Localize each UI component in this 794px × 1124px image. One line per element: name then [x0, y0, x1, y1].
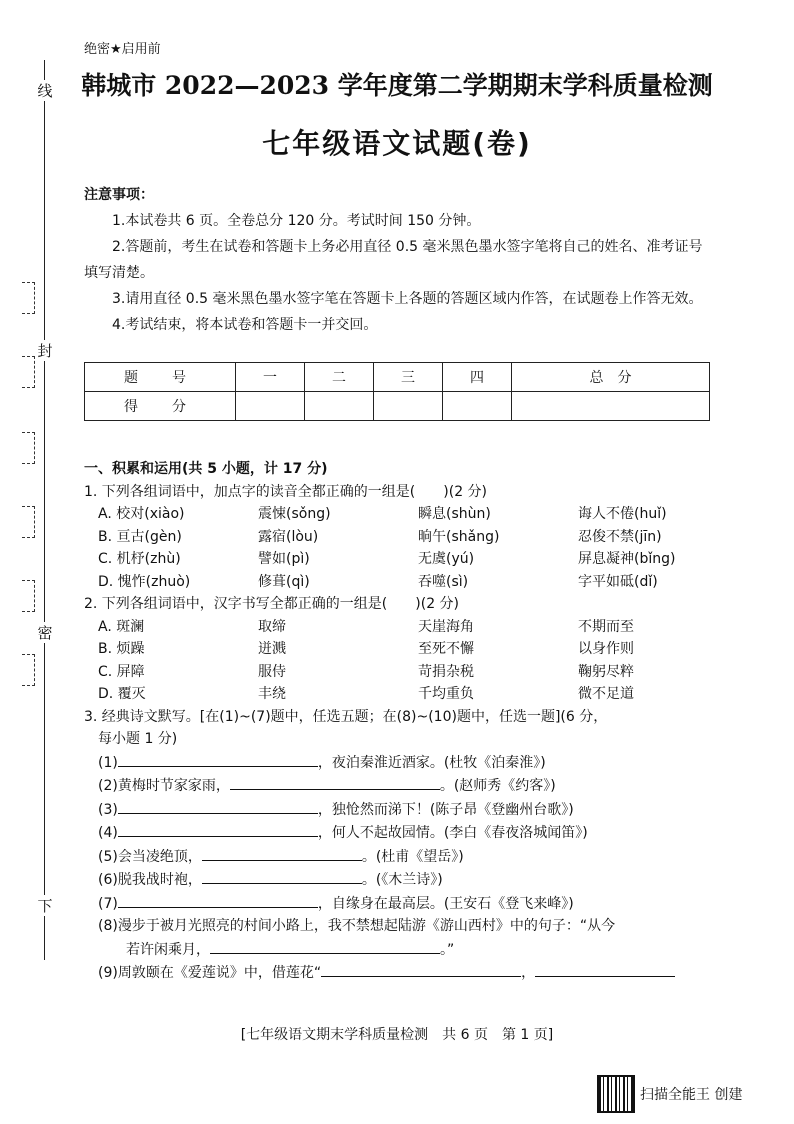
margin-char-feng: 封: [37, 342, 53, 360]
option-cell: C. 屏障: [98, 663, 145, 680]
option-cell: 诲人不倦(huǐ): [578, 506, 667, 522]
question-3-stem: 3. 经典诗文默写。[在(1)~(7)题中，任选五题；在(8)~(10)题中，任选一题](6 分，: [84, 708, 608, 725]
option-cell: 无虞(yú): [418, 551, 475, 567]
name-blank: [22, 282, 35, 314]
recitation-line-4: [98, 821, 724, 845]
option-cell: D. 覆灭: [98, 686, 146, 702]
recitation-line-5: [98, 845, 724, 869]
recitation-line-8-cont: [98, 938, 724, 962]
recitation-line-3: [98, 798, 724, 822]
score-input-cell: [374, 392, 443, 421]
option-cell: 鞠躬尽粹: [578, 663, 634, 680]
line-suffix: 。(杜甫《望岳》): [361, 848, 464, 865]
option-cell: 千均重负: [418, 686, 474, 702]
option-cell: 至死不懈: [418, 641, 474, 657]
score-table: [84, 362, 710, 421]
line-suffix: ，夜泊秦淮近酒家。(杜牧《泊秦淮》): [317, 754, 546, 771]
recitation-line-9: [98, 961, 724, 985]
binding-line: [44, 60, 45, 960]
line-separator: ，: [521, 965, 536, 981]
recitation-line-6: [98, 868, 724, 892]
option-cell: 微不足道: [578, 686, 634, 702]
option-cell: 苛捐杂税: [418, 663, 474, 680]
recitation-line-2: [98, 774, 724, 798]
answer-blank[interactable]: [118, 821, 318, 837]
score-cell: 一: [236, 363, 305, 392]
id-blank: [22, 506, 35, 538]
option-cell: B. 亘古(gèn): [98, 528, 182, 545]
line-suffix: 。(《木兰诗》): [361, 872, 443, 888]
question-2-stem: 2. 下列各组词语中，汉字书写全都正确的一组是( )(2 分): [84, 596, 460, 612]
option-cell: A. 斑澜: [98, 618, 145, 635]
option-cell: 迸溅: [258, 641, 286, 657]
room-blank: [22, 654, 35, 686]
option-cell: 晌午(shǎng): [418, 528, 500, 545]
instruction-item: 4.考试结束，将本试卷和答题卡一并交回。: [112, 317, 378, 333]
score-table-score-row: [85, 392, 710, 421]
line-suffix: ，何人不起故园情。(李白《春夜洛城闻笛》): [317, 825, 588, 841]
margin-char-xian: 线: [37, 82, 53, 100]
answer-blank[interactable]: [210, 938, 440, 954]
score-cell: 三: [374, 363, 443, 392]
score-table-header-row: [85, 363, 710, 392]
answer-blank[interactable]: [118, 751, 318, 767]
line-prefix: (6)脱我战时袍，: [98, 872, 202, 888]
question-2-options: [84, 616, 724, 706]
option-cell: 天崖海角: [418, 618, 474, 635]
school-blank: [22, 432, 35, 464]
line-prefix: (1): [98, 754, 118, 771]
score-input-cell: [512, 392, 710, 421]
option-cell: 服侍: [258, 663, 286, 680]
answer-blank[interactable]: [321, 961, 521, 977]
score-cell: 二: [305, 363, 374, 392]
option-cell: B. 烦躁: [98, 641, 145, 657]
option-cell: 震悚(sǒng): [258, 506, 331, 522]
option-cell: 不期而至: [578, 618, 634, 635]
answer-blank[interactable]: [535, 961, 675, 977]
confidential-label: 绝密★启用前: [84, 42, 161, 57]
line-prefix: (3): [98, 801, 118, 818]
score-cell: 总 分: [512, 363, 710, 392]
option-cell: D. 愧怍(zhuò): [98, 573, 191, 590]
instruction-item: 2.答题前，考生在试卷和答题卡上务必用直径 0.5 毫米黑色墨水签字笔将自己的姓名、准考证号填写清楚。: [84, 239, 703, 281]
score-cell: 四: [443, 363, 512, 392]
line-suffix: 。(赵师秀《约客》): [439, 778, 556, 794]
line-suffix: 。”: [440, 941, 455, 958]
section-1: [84, 458, 724, 985]
answer-blank[interactable]: [202, 868, 362, 884]
question-1-options: [84, 503, 724, 593]
option-cell: 屏息凝神(bǐng): [578, 551, 676, 567]
exam-title: 韩城市 2022—2023 学年度第二学期期末学科质量检测: [81, 71, 713, 100]
page-footer: [七年级语文期末学科质量检测 共 6 页 第 1 页]: [240, 1027, 554, 1043]
line-prefix: (4): [98, 825, 118, 841]
recitation-line-7: [98, 892, 724, 916]
instruction-item: 1.本试卷共 6 页。全卷总分 120 分。考试时间 150 分钟。: [112, 213, 481, 229]
answer-blank[interactable]: [118, 892, 318, 908]
instructions-heading: 注意事项：: [84, 187, 154, 203]
margin-char-mi: 密: [37, 624, 53, 642]
line-prefix: (7): [98, 895, 118, 912]
instructions: [84, 182, 710, 338]
scanner-watermark: 扫描全能王 创建: [640, 1087, 743, 1103]
line-prefix: 若许闲乘月，: [126, 941, 210, 958]
instruction-item: 3.请用直径 0.5 毫米黑色墨水签字笔在答题卡上各题的答题区域内作答，在试题卷上作答无效。: [112, 291, 703, 307]
class-blank: [22, 356, 35, 388]
score-cell: 得 分: [85, 392, 236, 421]
option-cell: 取缔: [258, 618, 286, 635]
question-1-stem: 1. 下列各组词语中，加点字的读音全都正确的一组是( )(2 分): [84, 483, 488, 500]
seat-blank: [22, 580, 35, 612]
recitation-line-8: (8)漫步于被月光照亮的村间小路上，我不禁想起陆游《游山西村》中的句子：“从今: [98, 918, 616, 934]
option-cell: 丰绕: [258, 686, 286, 702]
section-title: 一、积累和运用(共 5 小题，计 17 分): [84, 461, 328, 477]
option-cell: A. 校对(xiào): [98, 506, 185, 522]
answer-blank[interactable]: [230, 774, 440, 790]
score-input-cell: [443, 392, 512, 421]
recitation-lines: [84, 751, 724, 985]
option-cell: 譬如(pì): [258, 551, 310, 567]
exam-subtitle: 七年级语文试题(卷): [262, 127, 532, 160]
option-cell: 字平如砥(dǐ): [578, 573, 658, 590]
line-suffix: ，独怆然而涕下！(陈子昂《登幽州台歌》): [317, 801, 574, 818]
score-input-cell: [236, 392, 305, 421]
answer-blank[interactable]: [202, 845, 362, 861]
line-prefix: (9)周敦颐在《爱莲说》中，借莲花“: [98, 965, 322, 981]
option-cell: 瞬息(shùn): [418, 506, 491, 522]
recitation-line-1: [98, 751, 724, 775]
score-input-cell: [305, 392, 374, 421]
line-prefix: (2)黄梅时节家家雨，: [98, 778, 230, 794]
option-cell: 以身作则: [578, 641, 634, 657]
option-cell: 忍俊不禁(jīn): [578, 528, 662, 545]
qr-code-icon: [597, 1075, 635, 1113]
question-3-stem-cont: 每小题 1 分): [98, 731, 178, 747]
line-prefix: (5)会当凌绝顶，: [98, 848, 202, 865]
score-cell: 题 号: [85, 363, 236, 392]
option-cell: C. 机杼(zhù): [98, 551, 181, 567]
option-cell: 露宿(lòu): [258, 528, 319, 545]
answer-blank[interactable]: [118, 798, 318, 814]
line-suffix: ，自缘身在最高层。(王安石《登飞来峰》): [317, 895, 574, 912]
option-cell: 修葺(qì): [258, 573, 310, 590]
margin-char-xia: 下: [37, 897, 53, 915]
option-cell: 吞噬(sì): [418, 573, 469, 590]
